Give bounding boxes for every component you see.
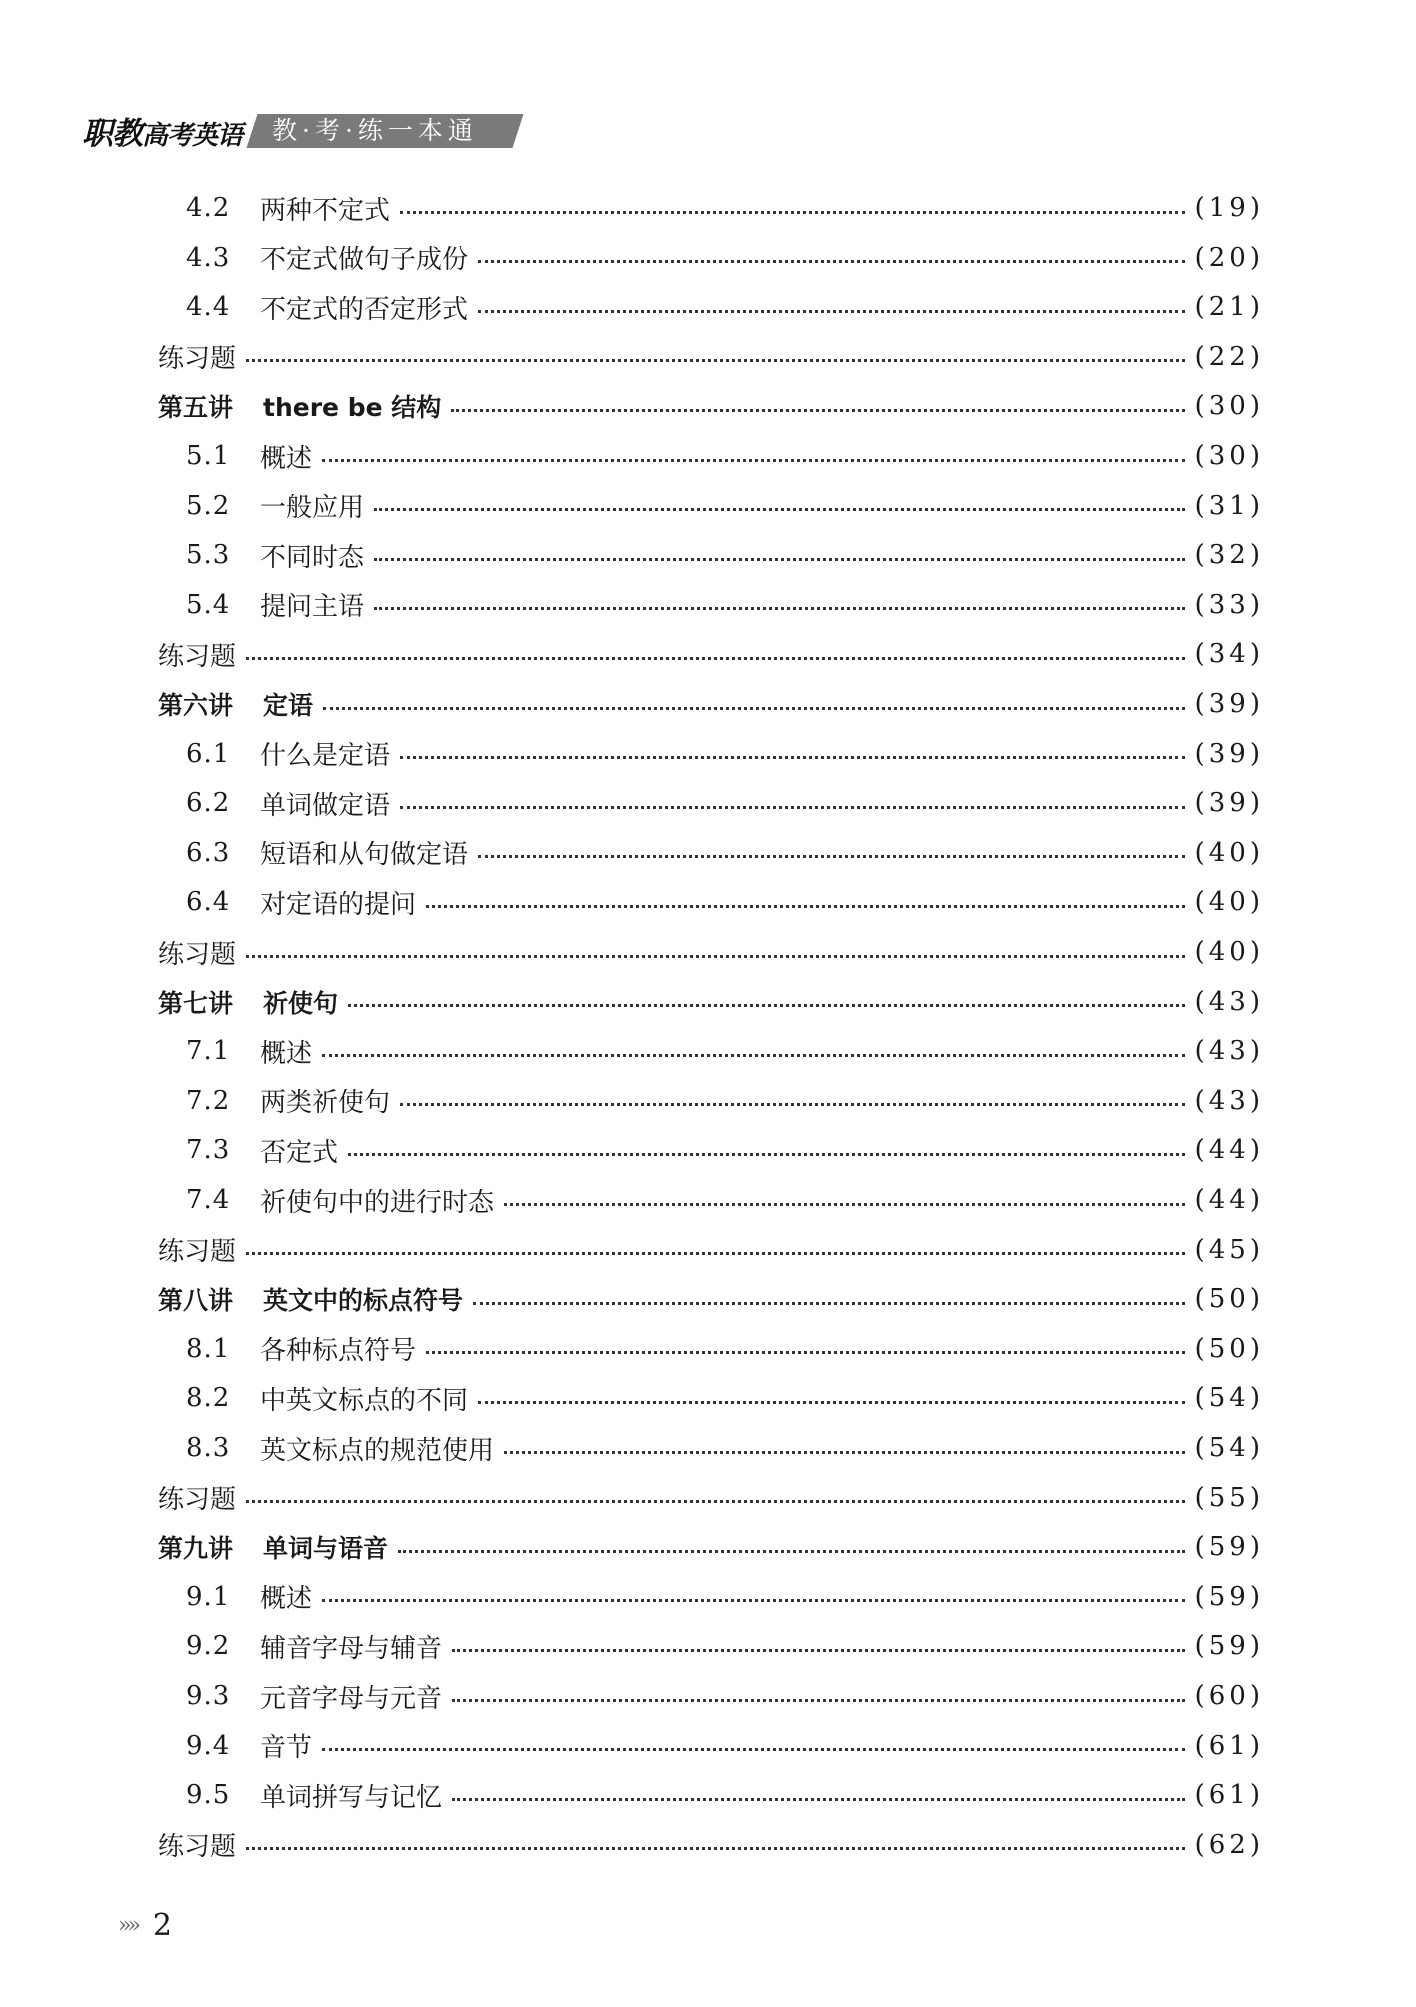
entry-title: 祈使句中的进行时态 bbox=[260, 1187, 495, 1218]
toc-entry-row bbox=[186, 882, 1264, 922]
entry-title: 概述 bbox=[260, 443, 313, 474]
toc-entry-row bbox=[186, 1130, 1264, 1170]
toc-entry-row bbox=[186, 1726, 1264, 1766]
dot-leader bbox=[322, 459, 1185, 462]
dot-leader bbox=[246, 1500, 1185, 1503]
dot-leader bbox=[348, 1153, 1185, 1156]
entry-page-number: (22) bbox=[1194, 341, 1264, 372]
chevron-right-icon: »» bbox=[118, 1913, 137, 1938]
toc-entry-row bbox=[186, 287, 1264, 327]
dot-leader bbox=[478, 855, 1185, 858]
toc-entry-row bbox=[186, 535, 1264, 575]
entry-title: 一般应用 bbox=[260, 493, 365, 524]
section-number: 8.1 bbox=[186, 1333, 231, 1364]
entry-title: 单词拼写与记忆 bbox=[260, 1782, 443, 1813]
entry-title: 不同时态 bbox=[260, 542, 365, 573]
entry-page-number: (39) bbox=[1194, 689, 1264, 719]
section-number: 9.3 bbox=[186, 1681, 231, 1711]
entry-page-number: (39) bbox=[1194, 788, 1264, 819]
entry-title: 定语 bbox=[263, 691, 314, 720]
toc-entry-row bbox=[186, 833, 1264, 873]
section-number: 7.2 bbox=[186, 1085, 231, 1116]
entry-title: 两类祈使句 bbox=[260, 1088, 391, 1119]
entry-page-number: (59) bbox=[1194, 1631, 1264, 1662]
entry-page-number: (55) bbox=[1194, 1482, 1264, 1513]
entry-title: 提问主语 bbox=[260, 592, 365, 623]
chapter-number: 第五讲 bbox=[158, 393, 234, 423]
entry-page-number: (54) bbox=[1194, 1383, 1264, 1414]
toc-entry-row bbox=[186, 1577, 1264, 1617]
entry-page-number: (20) bbox=[1194, 242, 1264, 273]
entry-title: 练习题 bbox=[158, 641, 237, 672]
chapter-number: 第六讲 bbox=[158, 691, 234, 720]
entry-title: 辅音字母与辅音 bbox=[260, 1633, 443, 1664]
toc-entry-row bbox=[186, 188, 1264, 228]
entry-page-number: (34) bbox=[1194, 639, 1264, 670]
dot-leader bbox=[400, 756, 1185, 759]
toc-entry-row bbox=[158, 1825, 1264, 1865]
dot-leader bbox=[322, 1748, 1185, 1751]
entry-page-number: (19) bbox=[1194, 193, 1264, 223]
dot-leader bbox=[246, 1252, 1185, 1255]
entry-title: 练习题 bbox=[158, 1237, 237, 1268]
toc-entry-row bbox=[186, 1329, 1264, 1369]
entry-page-number: (43) bbox=[1194, 1085, 1264, 1116]
entry-page-number: (59) bbox=[1194, 1581, 1264, 1612]
entry-title: 短语和从句做定语 bbox=[260, 840, 469, 871]
entry-page-number: (21) bbox=[1194, 292, 1264, 323]
entry-title: 单词与语音 bbox=[263, 1534, 389, 1564]
chapter-number: 第七讲 bbox=[158, 988, 234, 1018]
toc-entry-row bbox=[186, 1775, 1264, 1815]
dot-leader bbox=[246, 1847, 1185, 1850]
entry-title: 英文标点的规范使用 bbox=[260, 1435, 495, 1466]
entry-title: 不定式的否定形式 bbox=[260, 294, 469, 325]
section-number: 5.3 bbox=[186, 540, 231, 571]
section-number: 7.4 bbox=[186, 1185, 231, 1215]
entry-title: 练习题 bbox=[158, 344, 237, 375]
section-number: 7.1 bbox=[186, 1036, 231, 1067]
toc-entry-row bbox=[186, 238, 1264, 278]
toc-chapter-row bbox=[158, 386, 1264, 426]
page-header bbox=[82, 108, 518, 153]
toc-entry-row bbox=[186, 1626, 1264, 1666]
entry-title: 各种标点符号 bbox=[260, 1336, 417, 1367]
section-number: 8.2 bbox=[186, 1383, 231, 1414]
entry-title: 祈使句 bbox=[263, 988, 339, 1018]
chapter-number: 第八讲 bbox=[158, 1286, 234, 1316]
dot-leader bbox=[246, 657, 1185, 660]
entry-page-number: (40) bbox=[1194, 887, 1264, 918]
dot-leader bbox=[504, 1451, 1185, 1454]
dot-leader bbox=[452, 1798, 1185, 1801]
toc-chapter-row bbox=[158, 1527, 1264, 1567]
section-number: 9.4 bbox=[186, 1730, 231, 1761]
chapter-number: 第九讲 bbox=[158, 1534, 234, 1564]
entry-page-number: (54) bbox=[1194, 1433, 1264, 1463]
entry-title: 音节 bbox=[260, 1733, 313, 1764]
dot-leader bbox=[478, 1401, 1185, 1404]
dot-leader bbox=[426, 905, 1185, 908]
entry-page-number: (31) bbox=[1194, 490, 1264, 521]
toc-entry-row bbox=[158, 634, 1264, 674]
entry-page-number: (60) bbox=[1194, 1681, 1264, 1711]
entry-page-number: (44) bbox=[1194, 1185, 1264, 1215]
dot-leader bbox=[323, 707, 1185, 710]
entry-page-number: (40) bbox=[1194, 837, 1264, 868]
entry-title: 练习题 bbox=[158, 939, 237, 970]
entry-page-number: (50) bbox=[1194, 1333, 1264, 1364]
toc-entry-row bbox=[186, 1081, 1264, 1121]
section-number: 5.4 bbox=[186, 589, 231, 620]
entry-page-number: (61) bbox=[1194, 1780, 1264, 1811]
entry-page-number: (59) bbox=[1194, 1532, 1264, 1563]
entry-title: 否定式 bbox=[260, 1137, 339, 1168]
dot-leader bbox=[348, 1004, 1185, 1007]
section-number: 5.1 bbox=[186, 441, 231, 471]
entry-title: 对定语的提问 bbox=[260, 889, 417, 920]
entry-page-number: (30) bbox=[1194, 391, 1264, 422]
section-number: 8.3 bbox=[186, 1433, 231, 1463]
page-footer bbox=[118, 1908, 172, 1943]
dot-leader bbox=[374, 508, 1185, 511]
section-number: 6.2 bbox=[186, 788, 231, 819]
entry-page-number: (30) bbox=[1194, 441, 1264, 471]
dot-leader bbox=[473, 1302, 1185, 1305]
dot-leader bbox=[400, 1103, 1185, 1106]
toc-entry-row bbox=[158, 337, 1264, 377]
entry-title: 两种不定式 bbox=[260, 195, 391, 226]
toc-entry-row bbox=[158, 932, 1264, 972]
section-number: 9.1 bbox=[186, 1581, 231, 1612]
toc-entry-row bbox=[158, 1478, 1264, 1518]
toc-chapter-row bbox=[158, 982, 1264, 1022]
toc-entry-row bbox=[186, 585, 1264, 625]
header-banner: 教·考·练一本通 bbox=[246, 114, 523, 148]
brand-title: 职教高考英语 bbox=[82, 116, 243, 152]
entry-page-number: (32) bbox=[1194, 540, 1264, 571]
toc-entry-row bbox=[186, 734, 1264, 774]
entry-title: 概述 bbox=[260, 1584, 313, 1615]
dot-leader bbox=[504, 1203, 1185, 1206]
entry-title: 不定式做句子成份 bbox=[260, 245, 469, 276]
entry-page-number: (62) bbox=[1194, 1829, 1264, 1860]
entry-page-number: (61) bbox=[1194, 1730, 1264, 1761]
entry-page-number: (50) bbox=[1194, 1284, 1264, 1315]
section-number: 6.1 bbox=[186, 738, 231, 769]
entry-title: 中英文标点的不同 bbox=[260, 1385, 469, 1416]
page-number: 2 bbox=[152, 1908, 173, 1943]
entry-page-number: (40) bbox=[1194, 937, 1264, 967]
dot-leader bbox=[426, 1351, 1185, 1354]
toc-entry-row bbox=[186, 436, 1264, 476]
section-number: 4.3 bbox=[186, 242, 231, 273]
entry-page-number: (43) bbox=[1194, 1036, 1264, 1067]
toc-entry-row bbox=[186, 1676, 1264, 1716]
entry-page-number: (39) bbox=[1194, 738, 1264, 769]
toc-entry-row bbox=[186, 1180, 1264, 1220]
section-number: 7.3 bbox=[186, 1135, 231, 1166]
dot-leader bbox=[451, 409, 1184, 412]
entry-page-number: (45) bbox=[1194, 1234, 1264, 1265]
entry-title: 练习题 bbox=[158, 1832, 237, 1863]
dot-leader bbox=[374, 558, 1185, 561]
toc-entry-row bbox=[186, 1428, 1264, 1468]
section-number: 6.4 bbox=[186, 887, 231, 918]
entry-page-number: (44) bbox=[1194, 1135, 1264, 1166]
dot-leader bbox=[398, 1550, 1185, 1553]
dot-leader bbox=[246, 359, 1185, 362]
dot-leader bbox=[452, 1649, 1185, 1652]
section-number: 4.2 bbox=[186, 193, 231, 223]
section-number: 4.4 bbox=[186, 292, 231, 323]
entry-title: there be 结构 bbox=[263, 393, 442, 423]
toc-chapter-row bbox=[158, 684, 1264, 724]
section-number: 9.5 bbox=[186, 1780, 231, 1811]
dot-leader bbox=[400, 806, 1185, 809]
toc-entry-row bbox=[158, 1230, 1264, 1270]
entry-title: 什么是定语 bbox=[260, 741, 391, 772]
toc-entry-row bbox=[186, 783, 1264, 823]
dot-leader bbox=[478, 310, 1185, 313]
entry-page-number: (43) bbox=[1194, 986, 1264, 1017]
section-number: 5.2 bbox=[186, 490, 231, 521]
dot-leader bbox=[400, 211, 1185, 214]
section-number: 9.2 bbox=[186, 1631, 231, 1662]
dot-leader bbox=[246, 955, 1185, 958]
entry-title: 练习题 bbox=[158, 1485, 237, 1516]
toc-entry-row bbox=[186, 1378, 1264, 1418]
entry-title: 元音字母与元音 bbox=[260, 1683, 443, 1714]
entry-title: 单词做定语 bbox=[260, 790, 391, 821]
section-number: 6.3 bbox=[186, 837, 231, 868]
toc-chapter-row bbox=[158, 1279, 1264, 1319]
entry-title: 概述 bbox=[260, 1038, 313, 1069]
entry-title: 英文中的标点符号 bbox=[263, 1286, 464, 1316]
toc-entry-row bbox=[186, 1031, 1264, 1071]
dot-leader bbox=[322, 1054, 1185, 1057]
entry-page-number: (33) bbox=[1194, 589, 1264, 620]
toc-entry-row bbox=[186, 486, 1264, 526]
dot-leader bbox=[322, 1599, 1185, 1602]
dot-leader bbox=[478, 260, 1185, 263]
dot-leader bbox=[452, 1699, 1185, 1702]
dot-leader bbox=[374, 607, 1185, 610]
